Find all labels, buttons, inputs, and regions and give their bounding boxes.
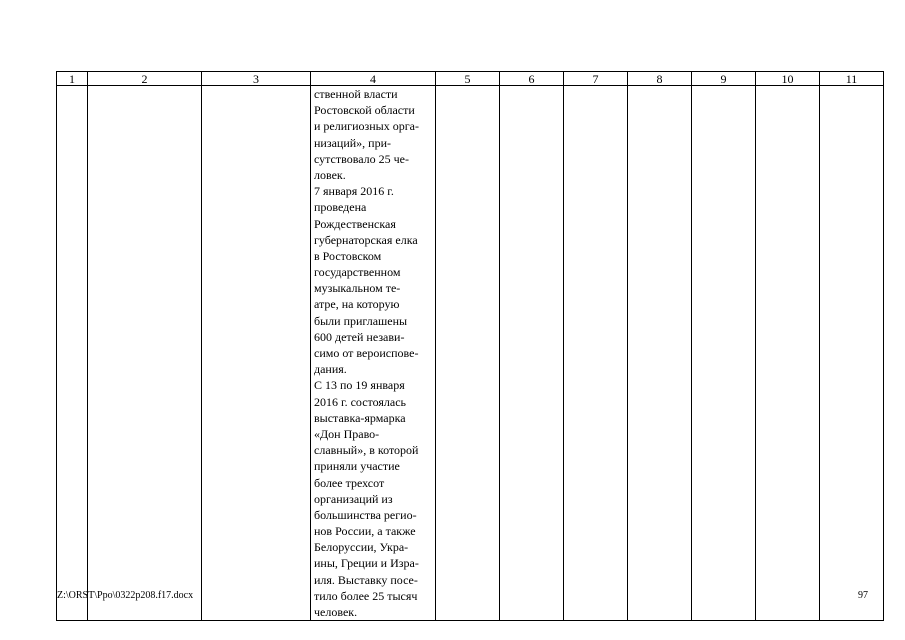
column-header: 5 xyxy=(436,72,500,86)
table-cell xyxy=(564,86,628,621)
cell-text-line: человек. xyxy=(314,605,358,619)
table-row xyxy=(57,86,884,621)
table-cell xyxy=(88,86,202,621)
cell-text-line: нов России, а также xyxy=(314,524,416,539)
cell-text-line: Ростовской области xyxy=(314,103,415,118)
column-header: 1 xyxy=(57,72,88,86)
table-cell xyxy=(628,86,692,621)
cell-text-line: низаций», при- xyxy=(314,135,392,150)
footer-file-path: Z:\ORST\Ppo\0322p208.f17.docx xyxy=(57,590,194,601)
cell-text-line: С 13 по 19 января xyxy=(314,378,405,393)
column-header: 11 xyxy=(820,72,884,86)
table-cell xyxy=(500,86,564,621)
cell-text-line: симо от вероиспове- xyxy=(314,346,419,360)
cell-text-line: губернаторская елка xyxy=(314,232,418,247)
cell-text-line: проведена xyxy=(314,200,367,215)
cell-text-block xyxy=(311,86,435,620)
cell-text-line: выставка-ярмарка xyxy=(314,410,406,425)
cell-text-line: музыкальном те- xyxy=(314,281,401,296)
cell-text-line: ловек. xyxy=(314,167,346,182)
column-header: 4 xyxy=(311,72,436,86)
column-header: 9 xyxy=(692,72,756,86)
column-header: 3 xyxy=(202,72,311,86)
cell-text-line: приняли участие xyxy=(314,459,400,474)
table-cell-column-4 xyxy=(311,86,436,621)
cell-text-line: иля. Выставку посе- xyxy=(314,572,418,587)
table-cell xyxy=(57,86,88,621)
cell-text-line: «Дон Право- xyxy=(314,426,380,441)
cell-text-line: большинства регио- xyxy=(314,507,417,522)
cell-text-line: тило более 25 тысяч xyxy=(314,588,418,603)
column-number-row xyxy=(57,72,884,86)
table-cell xyxy=(436,86,500,621)
document-table xyxy=(56,71,884,621)
table-cell xyxy=(692,86,756,621)
cell-text-line: ственной власти xyxy=(314,87,398,101)
cell-text-line: были приглашены xyxy=(314,313,408,328)
cell-text-line: более трехсот xyxy=(314,475,385,490)
table-cell xyxy=(202,86,311,621)
cell-text-line: славный», в которой xyxy=(314,443,419,458)
cell-text-line: Рождественская xyxy=(314,216,396,231)
cell-text-line: и религиозных орга- xyxy=(314,119,419,134)
cell-text-line: сутствовало 25 че- xyxy=(314,151,409,166)
cell-text-line: 7 января 2016 г. xyxy=(314,184,394,199)
footer-page-number: 97 xyxy=(858,590,868,601)
column-header: 2 xyxy=(88,72,202,86)
cell-text-line: атре, на которую xyxy=(314,297,400,312)
table-cell xyxy=(756,86,820,621)
cell-text-line: в Ростовском xyxy=(314,248,382,263)
cell-text-line: организаций из xyxy=(314,491,393,506)
cell-text-line: 2016 г. состоялась xyxy=(314,394,407,409)
column-header: 10 xyxy=(756,72,820,86)
cell-text-line: ины, Греции и Изра- xyxy=(314,556,419,571)
table-cell xyxy=(820,86,884,621)
column-header: 8 xyxy=(628,72,692,86)
cell-text-line: государственном xyxy=(314,265,401,280)
cell-text-line: Белоруссии, Укра- xyxy=(314,540,409,555)
cell-text-line: 600 детей незави- xyxy=(314,329,405,344)
column-header: 6 xyxy=(500,72,564,86)
column-header: 7 xyxy=(564,72,628,86)
cell-text-line: дания. xyxy=(314,362,347,377)
